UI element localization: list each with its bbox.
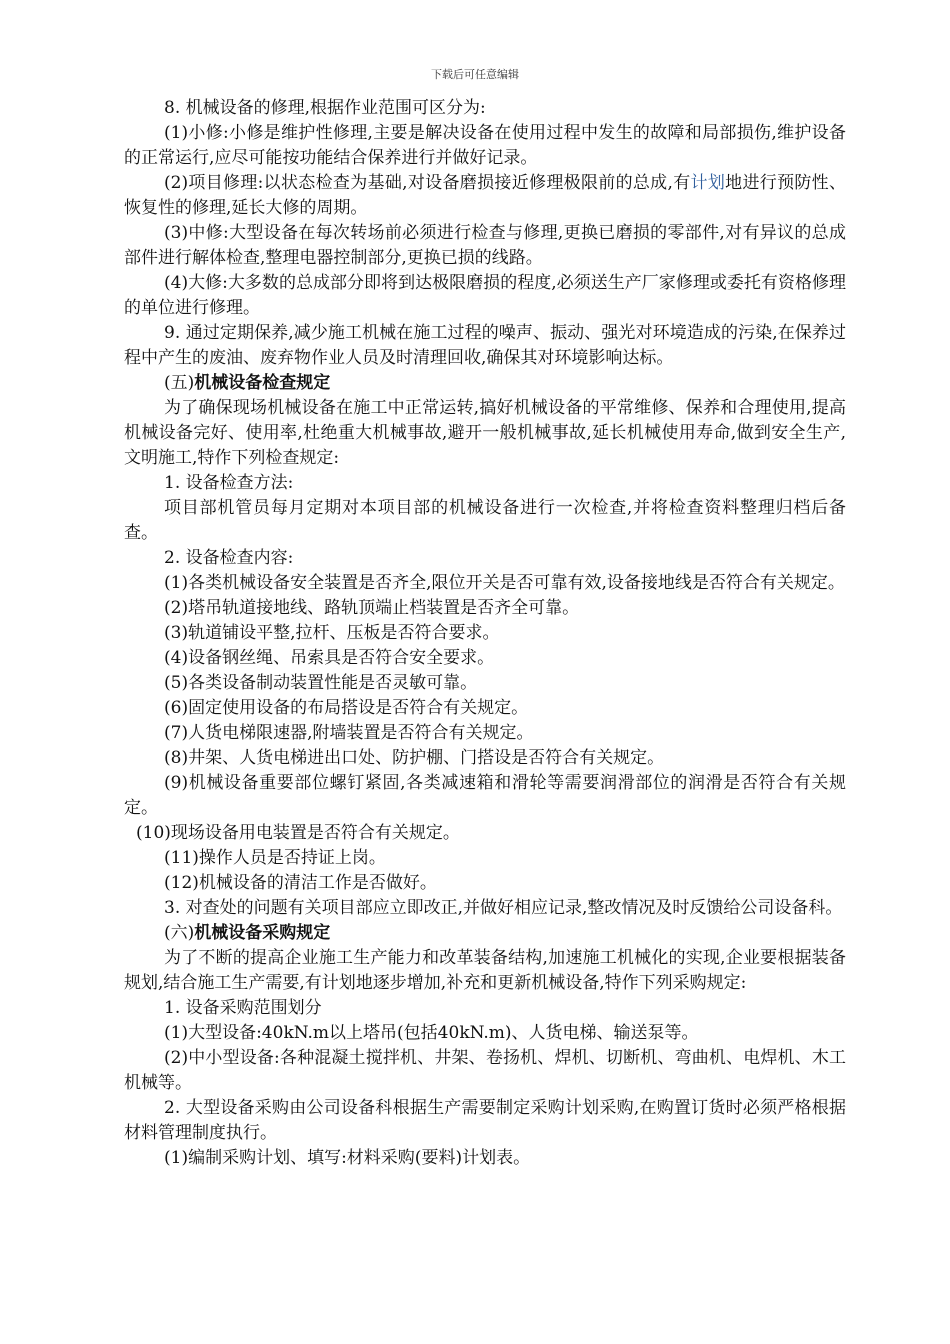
paragraph: 为了确保现场机械设备在施工中正常运转,搞好机械设备的平常维修、保养和合理使用,提高机械设备完好、使用率,杜绝重大机械事故,避开一般机械事故,延长机械使用寿命,做到安全生产,文明施工,特作下列检查规定: xyxy=(124,398,846,468)
list-item: (10)现场设备用电装置是否符合有关规定。 xyxy=(136,823,460,843)
paragraph: (4)大修:大多数的总成部分即将到达极限磨损的程度,必须送生产厂家修理或委托有资格修理的单位进行修理。 xyxy=(124,273,846,318)
list-item: (4)设备钢丝绳、吊索具是否符合安全要求。 xyxy=(164,648,495,668)
paragraph: 2. 大型设备采购由公司设备科根据生产需要制定采购计划采购,在购置订货时必须严格根据材料管理制度执行。 xyxy=(124,1098,846,1143)
list-item: (2)塔吊轨道接地线、路轨顶端止档装置是否齐全可靠。 xyxy=(164,598,580,618)
list-item: (12)机械设备的清洁工作是否做好。 xyxy=(164,873,437,893)
paragraph xyxy=(124,171,846,221)
list-item: (1)各类机械设备安全装置是否齐全,限位开关是否可靠有效,设备接地线是否符合有关规定。 xyxy=(164,573,845,593)
list-item: (3)轨道铺设平整,拉杆、压板是否符合要求。 xyxy=(164,623,500,643)
paragraph: 1. 设备检查方法: xyxy=(164,473,294,493)
plan-link[interactable]: 计划 xyxy=(690,173,726,193)
list-item: (1)大型设备:40kN.m以上塔吊(包括40kN.m)、人货电梯、输送泵等。 xyxy=(164,1023,699,1043)
paragraph: (3)中修:大型设备在每次转场前必须进行检查与修理,更换已磨损的零部件,对有异议的总成部件进行解体检查,整理电器控制部分,更换已损的线路。 xyxy=(124,223,846,268)
list-item: (9)机械设备重要部位螺钉紧固,各类减速箱和滑轮等需要润滑部位的润滑是否符合有关规定。 xyxy=(124,773,846,818)
section-heading xyxy=(124,371,846,396)
paragraph: 9. 通过定期保养,减少施工机械在施工过程的噪声、振动、强光对环境造成的污染,在保养过程中产生的废油、废弃物作业人员及时清理回收,确保其对环境影响达标。 xyxy=(124,323,846,368)
section-title: 机械设备检查规定 xyxy=(194,373,331,393)
paragraph-text: 地进行预防性、恢复性的修理,延长大修的周期。 xyxy=(124,173,846,218)
page-header: 下载后可任意编辑 xyxy=(431,68,519,81)
paragraph: 1. 设备采购范围划分 xyxy=(164,998,322,1018)
paragraph: 为了不断的提高企业施工生产能力和改革装备结构,加速施工机械化的实现,企业要根据装备规划,结合施工生产需要,有计划地逐步增加,补充和更新机械设备,特作下列采购规定: xyxy=(124,948,846,993)
list-item: (11)操作人员是否持证上岗。 xyxy=(164,848,386,868)
paragraph: 2. 设备检查内容: xyxy=(164,548,294,568)
section-number: (五) xyxy=(164,373,195,393)
list-item: (1)编制采购计划、填写:材料采购(要料)计划表。 xyxy=(164,1148,531,1168)
paragraph: 3. 对查处的问题有关项目部应立即改正,并做好相应记录,整改情况及时反馈给公司设备科。 xyxy=(164,898,843,918)
paragraph: 项目部机管员每月定期对本项目部的机械设备进行一次检查,并将检查资料整理归档后备查。 xyxy=(124,498,846,543)
section-title: 机械设备采购规定 xyxy=(194,923,331,943)
paragraph: (1)小修:小修是维护性修理,主要是解决设备在使用过程中发生的故障和局部损伤,维护设备的正常运行,应尽可能按功能结合保养进行并做好记录。 xyxy=(124,123,846,168)
section-number: (六) xyxy=(164,923,195,943)
paragraph-text: (2)项目修理:以状态检查为基础,对设备磨损接近修理极限前的总成,有 xyxy=(164,173,691,193)
list-item: (6)固定使用设备的布局搭设是否符合有关规定。 xyxy=(164,698,529,718)
list-item: (2)中小型设备:各种混凝土搅拌机、井架、卷扬机、焊机、切断机、弯曲机、电焊机、木工机械等。 xyxy=(124,1048,846,1093)
document-body xyxy=(124,96,846,1171)
list-item: (7)人货电梯限速器,附墙装置是否符合有关规定。 xyxy=(164,723,534,743)
list-item: (5)各类设备制动装置性能是否灵敏可靠。 xyxy=(164,673,478,693)
paragraph: 8. 机械设备的修理,根据作业范围可区分为: xyxy=(164,98,486,118)
section-heading xyxy=(124,921,846,946)
list-item: (8)井架、人货电梯进出口处、防护棚、门搭设是否符合有关规定。 xyxy=(164,748,665,768)
